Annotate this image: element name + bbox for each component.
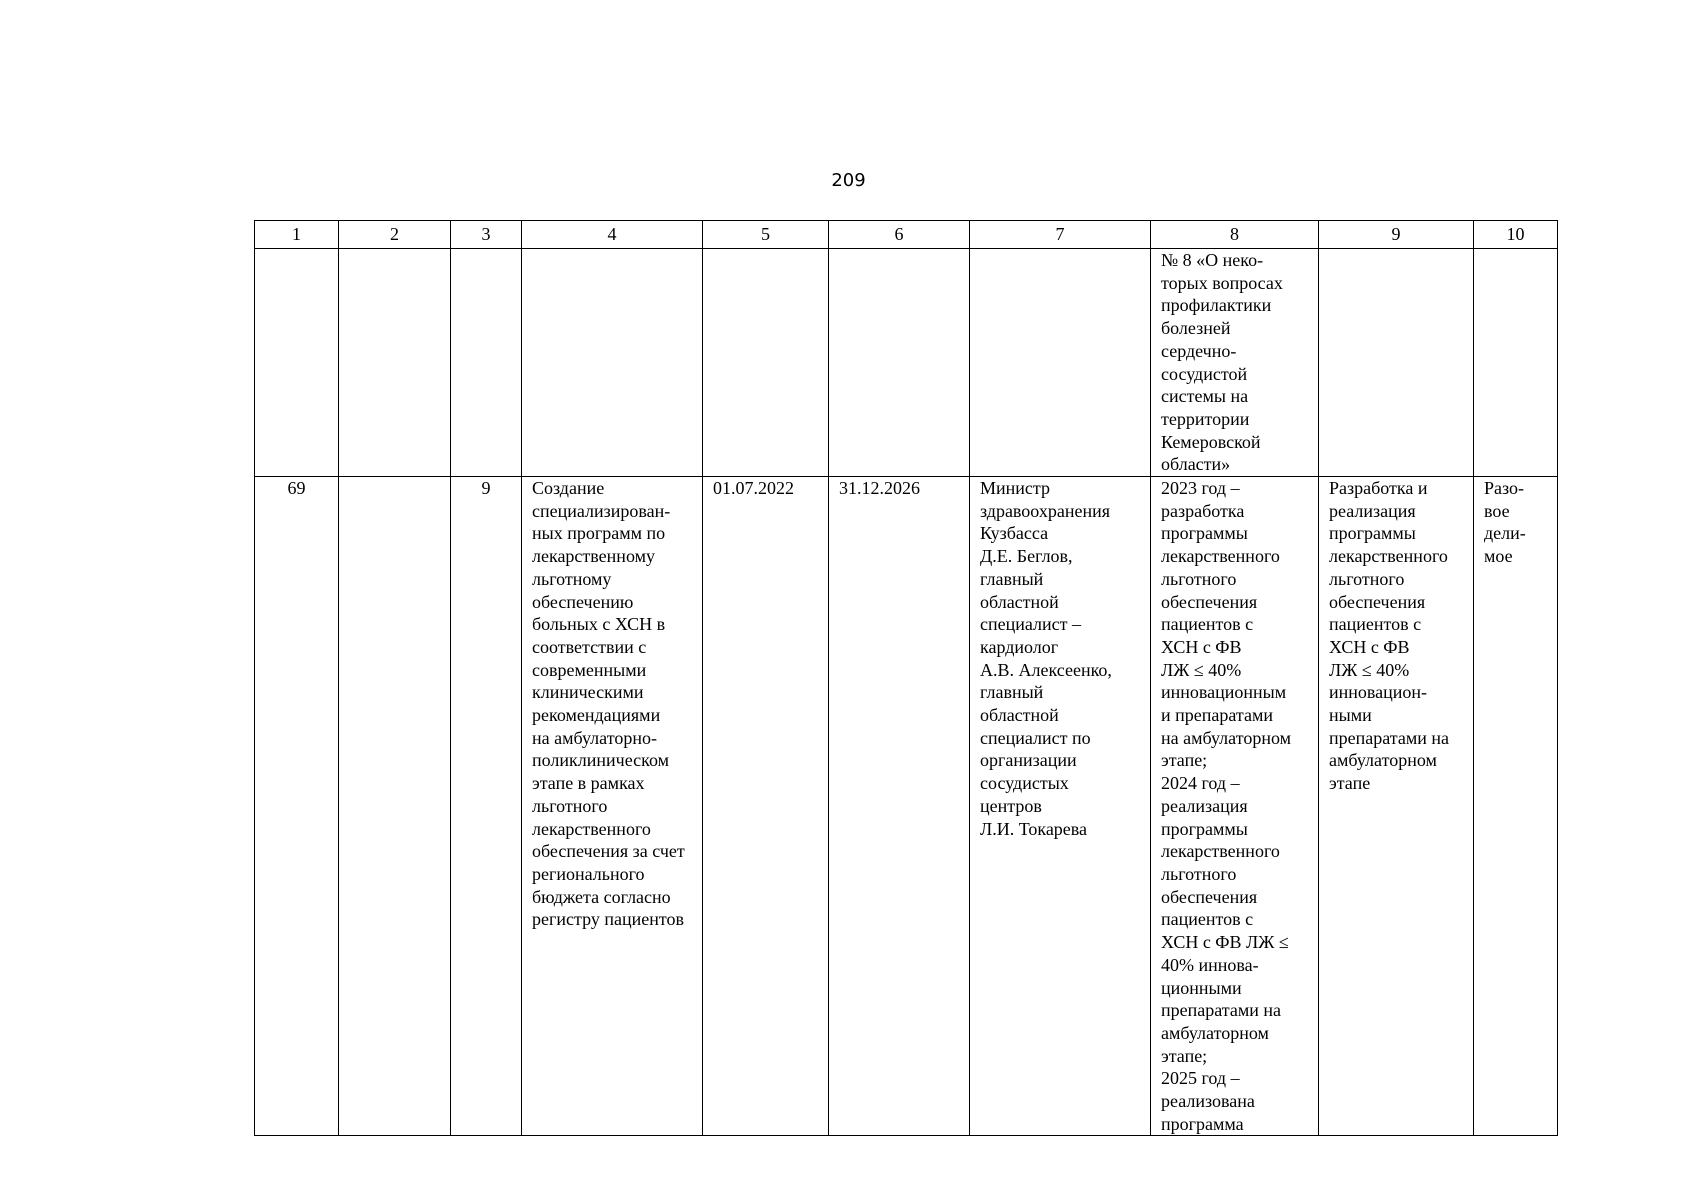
measure-description-cell: Создание специализирован- ных программ по лекарственному льготному обеспечению больных с ХСН в соответствии с современными клиническими рекомендациями на амбулаторно- поликлиническом этапе в рамках льготного лекарственного обеспечения за счет регионального бюджета согласно регистру пациентов xyxy=(522,477,703,1136)
indicator-cell: Разработка и реализация программы лекарственного льготного обеспечения пациентов с ХСН с ФВ ЛЖ ≤ 40% инновацион- ными препаратами на амбулаторном этапе xyxy=(1319,477,1474,1136)
table-row-continuation xyxy=(255,249,1558,477)
table-cell xyxy=(1319,249,1474,477)
table-cell xyxy=(255,249,339,477)
table-cell xyxy=(703,249,829,477)
table-cell xyxy=(829,249,970,477)
column-header: 3 xyxy=(451,221,522,249)
column-header: 10 xyxy=(1474,221,1558,249)
table-cell xyxy=(1474,249,1558,477)
measures-table xyxy=(254,220,1558,1136)
table-cell xyxy=(451,249,522,477)
column-header: 1 xyxy=(255,221,339,249)
expected-results-cell: 2023 год – разработка программы лекарственного льготного обеспечения пациентов с ХСН с ФВ ЛЖ ≤ 40% инновационным и препаратами на амбулаторном этапе; 2024 год – реализация программы лекарственного льготного обеспечения пациентов с ХСН с ФВ ЛЖ ≤ 40% иннова- ционными препаратами на амбулаторном этапе; 2025 год – реализована программа xyxy=(1151,477,1319,1136)
column-header: 5 xyxy=(703,221,829,249)
table-cell-legal-act: № 8 «О неко- торых вопросах профилактики болезней сердечно- сосудистой системы на территории Кемеровской области» xyxy=(1151,249,1319,477)
responsible-persons-cell: Министр здравоохранения Кузбасса Д.Е. Беглов, главный областной специалист – кардиолог А.В. Алексеенко, главный областной специалист по организации сосудистых центров Л.И. Токарева xyxy=(970,477,1151,1136)
table-row-69 xyxy=(255,477,1558,1136)
table-cell xyxy=(970,249,1151,477)
column-header: 7 xyxy=(970,221,1151,249)
page-number: 209 xyxy=(831,170,866,191)
column-header: 9 xyxy=(1319,221,1474,249)
column-header: 6 xyxy=(829,221,970,249)
start-date-cell: 01.07.2022 xyxy=(703,477,829,1136)
row-number-cell: 69 xyxy=(255,477,339,1136)
table-header-row xyxy=(255,221,1558,249)
periodicity-cell: Разо- вое дели- мое xyxy=(1474,477,1558,1136)
end-date-cell: 31.12.2026 xyxy=(829,477,970,1136)
table-cell xyxy=(339,249,451,477)
column-header: 2 xyxy=(339,221,451,249)
column-header: 8 xyxy=(1151,221,1319,249)
table-cell xyxy=(522,249,703,477)
table-cell xyxy=(339,477,451,1136)
column-header: 4 xyxy=(522,221,703,249)
item-number-cell: 9 xyxy=(451,477,522,1136)
